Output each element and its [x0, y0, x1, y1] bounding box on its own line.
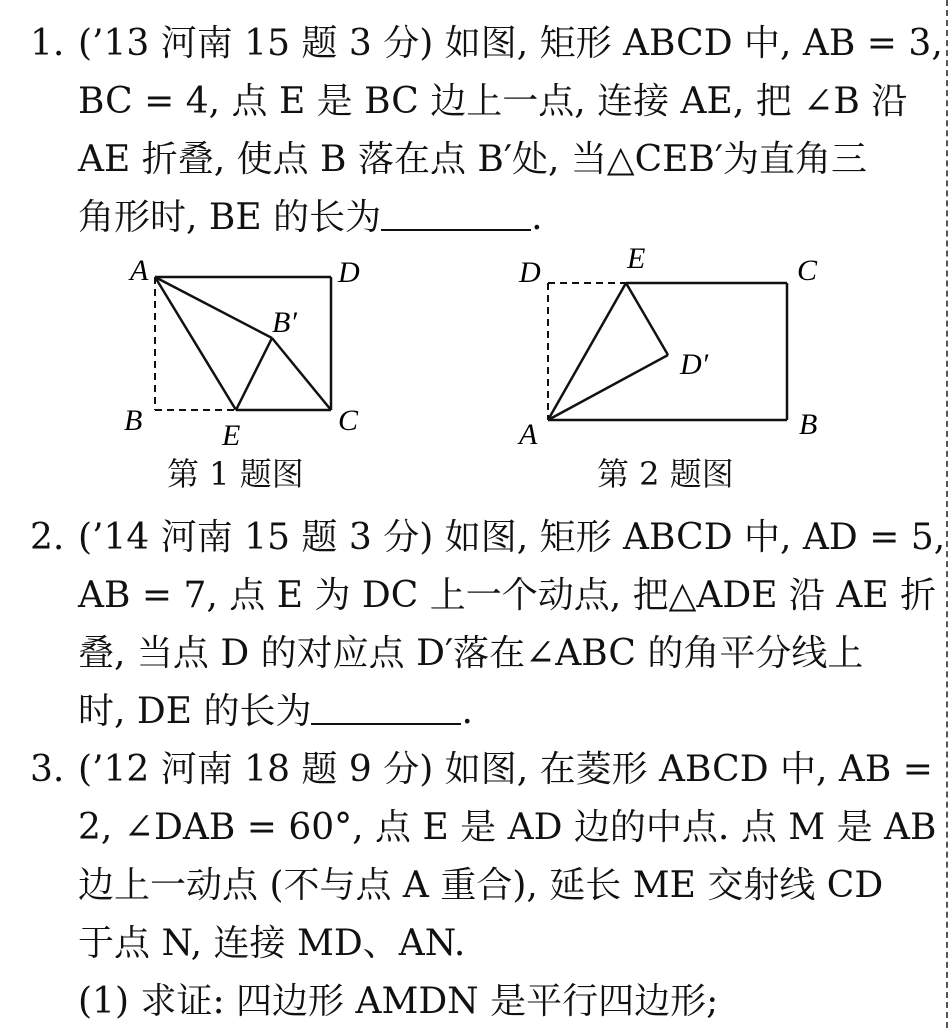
problem-2-line-4 [78, 690, 473, 734]
fig2-label-B: B [799, 408, 818, 441]
problem-2-line-4-text: 时, DE 的长为 [78, 691, 312, 732]
page-edge-dashed-rule [946, 0, 948, 1028]
fig1-label-B: B [124, 404, 143, 437]
fig1-segment-BpE [236, 338, 272, 410]
fig1-label-E: E [222, 419, 241, 452]
figure-1-caption: 第 1 题图 [167, 455, 304, 493]
problem-1-tail: . [531, 197, 543, 238]
fig2-label-E: E [627, 242, 646, 275]
problem-1-line-3: AE 折叠, 使点 B 落在点 B′处, 当△CEB′为直角三 [78, 139, 868, 180]
fig2-label-C: C [797, 254, 818, 287]
fig2-segment-EDp [626, 283, 668, 355]
problem-1-line-2: BC = 4, 点 E 是 BC 边上一点, 连接 AE, 把 ∠B 沿 [78, 81, 908, 122]
figure-2-caption: 第 2 题图 [597, 455, 734, 493]
figure-1-diagram [110, 250, 380, 460]
answer-blank-2[interactable] [311, 693, 461, 725]
answer-blank-1[interactable] [381, 199, 531, 231]
fig2-label-Dprime: D′ [680, 348, 709, 381]
problem-3-number: 3. [30, 749, 65, 790]
problem-2-line-3: 叠, 当点 D 的对应点 D′落在∠ABC 的角平分线上 [78, 633, 864, 674]
problem-1-number: 1. [30, 23, 65, 64]
problem-2-line-2: AB = 7, 点 E 为 DC 上一个动点, 把△ADE 沿 AE 折 [78, 575, 937, 616]
problem-3-subquestion-1: (1) 求证: 四边形 AMDN 是平行四边形; [78, 981, 719, 1022]
problem-2-line-1: (’14 河南 15 题 3 分) 如图, 矩形 ABCD 中, AD = 5, [78, 517, 946, 558]
problem-2-number: 2. [30, 517, 65, 558]
fig1-label-C: C [338, 404, 359, 437]
fig1-label-Bprime: B′ [272, 306, 297, 339]
problem-1-line-1: (’13 河南 15 题 3 分) 如图, 矩形 ABCD 中, AB = 3, [78, 23, 943, 64]
fig1-segment-BpC [272, 338, 331, 410]
problem-2-tail: . [461, 691, 473, 732]
fig1-label-D: D [338, 256, 360, 289]
figure-2-diagram [505, 238, 835, 453]
problem-1-line-4-text: 角形时, BE 的长为 [78, 197, 382, 238]
problem-3-line-3: 边上一动点 (不与点 A 重合), 延长 ME 交射线 CD [78, 865, 884, 906]
fig2-label-A: A [519, 418, 538, 451]
fig2-label-D: D [519, 256, 541, 289]
problem-3-line-4: 于点 N, 连接 MD、AN. [78, 923, 466, 964]
fig1-label-A: A [130, 254, 149, 287]
problem-1-line-4 [78, 196, 543, 240]
problem-3-line-1: (’12 河南 18 题 9 分) 如图, 在菱形 ABCD 中, AB = [78, 749, 933, 790]
problem-3-line-2: 2, ∠DAB = 60°, 点 E 是 AD 边的中点. 点 M 是 AB [78, 807, 937, 848]
